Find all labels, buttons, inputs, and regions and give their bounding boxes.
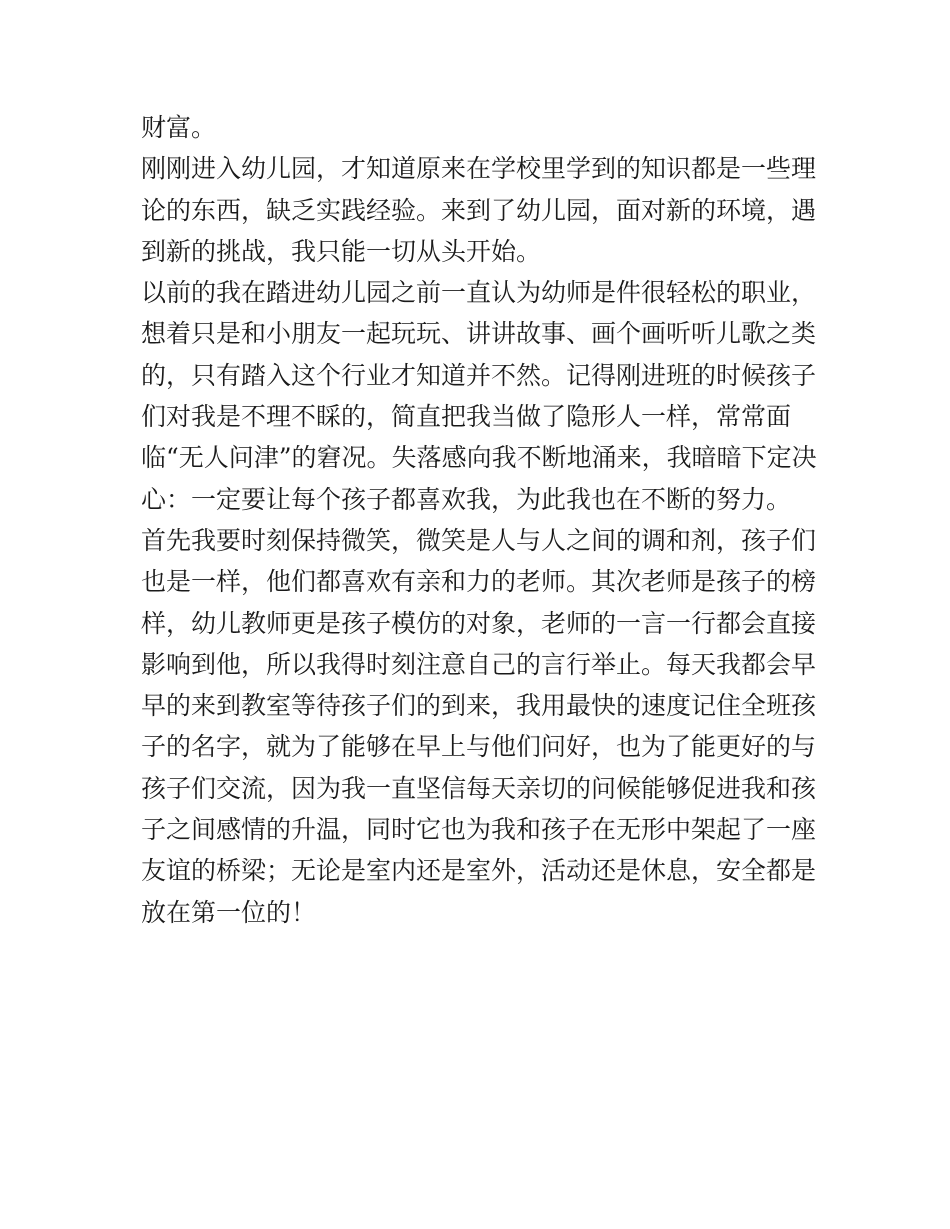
text-line: 财富。	[141, 113, 217, 142]
text-line: 临“无人问津”的窘况。失落感向我不断地涌来，我暗暗下定决	[141, 443, 817, 473]
text-line: 论的东西，缺乏实践经验。来到了幼儿园，面对新的环境，遇	[141, 195, 817, 225]
text-line: 的，只有踏入这个行业才知道并不然。记得刚进班的时候孩子	[141, 360, 817, 390]
text-line: 也是一样，他们都喜欢有亲和力的老师。其次老师是孩子的榜	[141, 567, 817, 597]
text-line: 孩子们交流，因为我一直坚信每天亲切的问候能够促进我和孩	[141, 773, 817, 803]
text-line: 刚刚进入幼儿园，才知道原来在学校里学到的知识都是一些理	[141, 154, 817, 184]
text-line: 子之间感情的升温，同时它也为我和孩子在无形中架起了一座	[141, 815, 817, 845]
text-line: 样，幼儿教师更是孩子模仿的对象，老师的一言一行都会直接	[141, 608, 817, 638]
text-line: 首先我要时刻保持微笑，微笑是人与人之间的调和剂，孩子们	[141, 525, 817, 555]
text-line: 想着只是和小朋友一起玩玩、讲讲故事、画个画听听儿歌之类	[141, 319, 817, 349]
text-line: 到新的挑战，我只能一切从头开始。	[141, 236, 542, 266]
text-line: 们对我是不理不睬的，简直把我当做了隐形人一样，常常面	[141, 402, 792, 432]
text-line: 早的来到教室等待孩子们的到来，我用最快的速度记住全班孩	[141, 691, 817, 721]
text-line: 友谊的桥梁；无论是室内还是室外，活动还是休息，安全都是	[141, 856, 817, 886]
text-line: 影响到他，所以我得时刻注意自己的言行举止。每天我都会早	[141, 649, 817, 679]
text-line: 心：一定要让每个孩子都喜欢我，为此我也在不断的努力。	[141, 484, 792, 514]
body-text	[141, 107, 821, 933]
text-line: 放在第一位的！	[141, 897, 317, 927]
text-line: 子的名字，就为了能够在早上与他们问好，也为了能更好的与	[141, 732, 817, 762]
text-line: 以前的我在踏进幼儿园之前一直认为幼师是件很轻松的职业，	[141, 278, 817, 308]
